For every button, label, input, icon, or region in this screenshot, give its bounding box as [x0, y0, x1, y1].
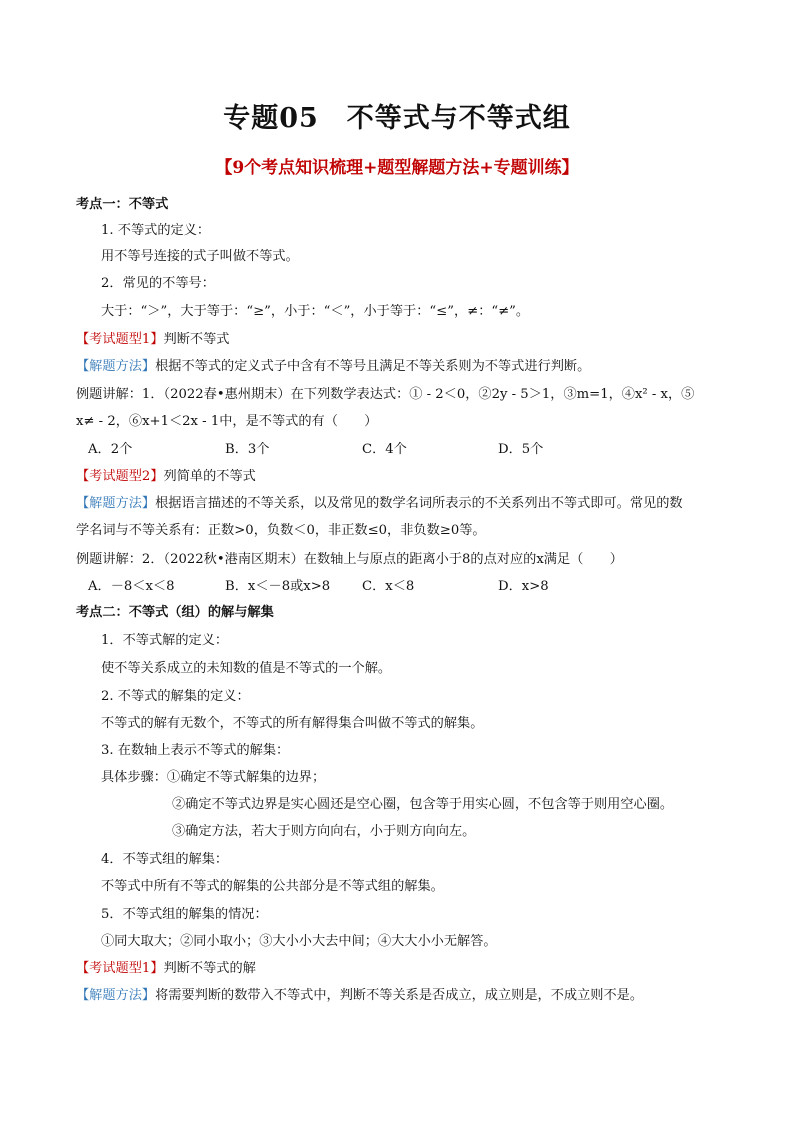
- exam-type-text: 判断不等式的解: [163, 961, 256, 976]
- paragraph: 1．不等式解的定义：: [101, 633, 229, 648]
- option-b: B．x＜－8或x>8: [225, 579, 331, 594]
- section-heading-1: 考点一：不等式: [76, 197, 169, 212]
- exam-type-label: [76, 960, 256, 978]
- method-text: 根据语言描述的不等关系，以及常见的数学名词所表示的不关系列出不等式即可。常见的数: [155, 496, 683, 511]
- exam-type-tag: 【考试题型2】: [76, 469, 164, 484]
- method-label: [76, 987, 643, 1005]
- method-text-cont: 学名词与不等关系有：正数>0，负数＜0，非正数≤0，非负数≥0等。: [76, 523, 486, 538]
- paragraph: 1. 不等式的定义：: [101, 223, 211, 238]
- method-tag: 【解题方法】: [76, 359, 156, 374]
- method-label: [76, 495, 683, 513]
- paragraph: 3. 在数轴上表示不等式的解集：: [101, 743, 290, 758]
- exam-type-label: [76, 468, 256, 486]
- paragraph: 5．不等式组的解集的情况：: [101, 907, 268, 922]
- example-2: 例题讲解：2．（2022秋•港南区期末）在数轴上与原点的距离小于8的点对应的x满足（ ）: [76, 552, 623, 567]
- page-subtitle: 【9个考点知识梳理+题型解题方法+专题训练】: [215, 158, 579, 178]
- example-1-line-1: 例题讲解：1．（2022春•惠州期末）在下列数学表达式：① - 2＜0，②2y - 5＞1，③m=1，④x² - x，⑤: [76, 387, 695, 402]
- method-tag: 【解题方法】: [76, 988, 156, 1003]
- option-a: A．2个: [88, 442, 133, 457]
- exam-type-tag: 【考试题型1】: [76, 961, 164, 976]
- exam-type-text: 判断不等式: [163, 332, 230, 347]
- option-a: A．－8＜x＜8: [88, 579, 175, 594]
- paragraph: 不等式中所有不等式的解集的公共部分是不等式组的解集。: [101, 879, 444, 894]
- paragraph: 用不等号连接的式子叫做不等式。: [101, 249, 299, 264]
- page-title: 专题05 不等式与不等式组: [223, 103, 571, 134]
- method-text: 根据不等式的定义式子中含有不等号且满足不等关系则为不等式进行判断。: [155, 359, 591, 374]
- option-d: D．5个: [498, 442, 544, 457]
- option-c: C．4个: [362, 442, 407, 457]
- paragraph: 4．不等式组的解集：: [101, 852, 229, 867]
- paragraph: 使不等关系成立的未知数的值是不等式的一个解。: [101, 661, 392, 676]
- method-tag: 【解题方法】: [76, 496, 156, 511]
- method-text: 将需要判断的数带入不等式中，判断不等关系是否成立，成立则是，不成立则不是。: [155, 988, 644, 1003]
- paragraph: 2．常见的不等号：: [101, 276, 215, 291]
- option-c: C．x＜8: [362, 579, 415, 594]
- exam-type-tag: 【考试题型1】: [76, 332, 164, 347]
- exam-type-label: [76, 331, 229, 349]
- paragraph: ③确定方法，若大于则方向向右，小于则方向向左。: [172, 824, 476, 839]
- option-d: D．x>8: [498, 579, 549, 594]
- section-heading-2: 考点二：不等式（组）的解与解集: [76, 605, 274, 620]
- option-b: B．3个: [225, 442, 270, 457]
- paragraph: ②确定不等式边界是实心圆还是空心圈，包含等于用实心圆，不包含等于则用空心圈。: [172, 797, 674, 812]
- example-1-line-2: x≠ - 2，⑥x+1＜2x - 1中，是不等式的有（ ）: [76, 414, 378, 429]
- paragraph: 不等式的解有无数个，不等式的所有解得集合叫做不等式的解集。: [101, 716, 484, 731]
- exam-type-text: 列简单的不等式: [163, 469, 256, 484]
- paragraph: ①同大取大；②同小取小；③大小小大去中间；④大大小小无解答。: [101, 934, 497, 949]
- paragraph: 具体步骤：①确定不等式解集的边界；: [101, 770, 326, 785]
- paragraph: 2. 不等式的解集的定义：: [101, 689, 250, 704]
- method-label: [76, 358, 590, 376]
- paragraph: 大于：“＞”，大于等于：“≥”，小于：“＜”，小于等于：“≤”，≠：“≠”。: [101, 304, 530, 319]
